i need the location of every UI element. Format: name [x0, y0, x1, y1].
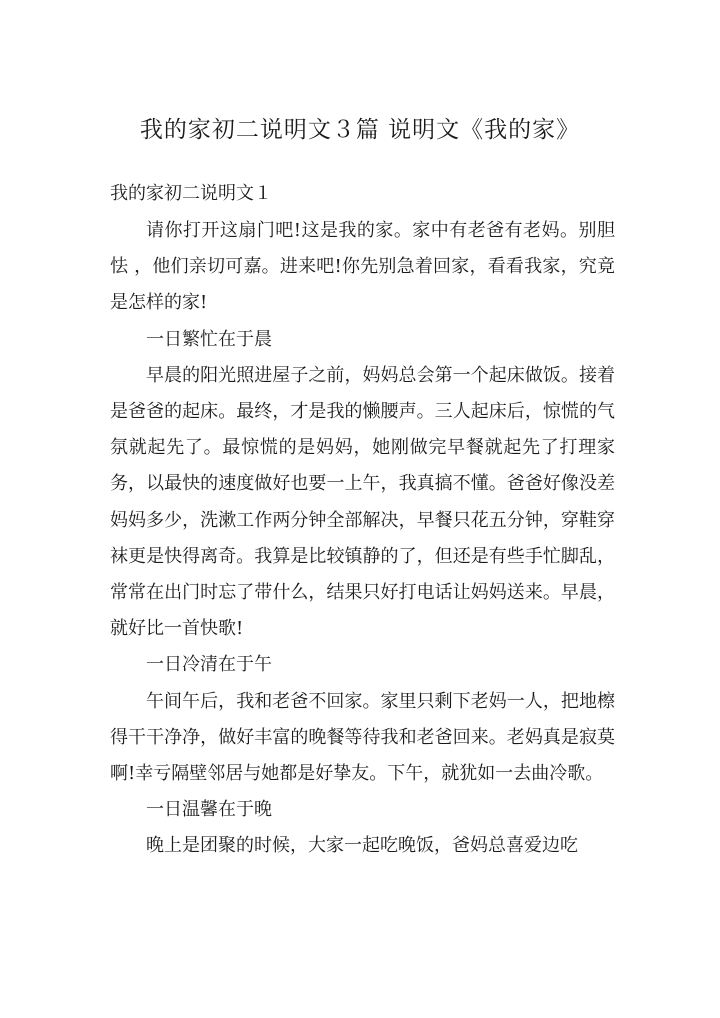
- paragraph: 早晨的阳光照进屋子之前，妈妈总会第一个起床做饭。接着是爸爸的起床。最终，才是我的懒腰声。三人起床后，惊慌的气氛就起先了。最惊慌的是妈妈，她刚做完早餐就起先了打理家务，以最快的速度做好也要一上午，我真搞不懂。爸爸好像没差妈妈多少，洗漱工作两分钟全部解决，早餐只花五分钟，穿鞋穿袜更是快得离奇。我算是比较镇静的了，但还是有些手忙脚乱，常常在出门时忘了带什么，结果只好打电话让妈妈送来。早晨，就好比一首快歌!: [110, 364, 615, 640]
- body-text: [110, 213, 615, 865]
- paragraph: 请你打开这扇门吧!这是我的家。家中有老爸有老妈。别胆怯 ，他们亲切可嘉。进来吧!你先别急着回家，看看我家，究竟是怎样的家!: [110, 220, 615, 314]
- paragraph: 晚上是团聚的时候，大家一起吃晚饭，爸妈总喜爱边吃: [146, 835, 578, 857]
- paragraph-heading: 一日繁忙在于晨: [146, 328, 272, 350]
- section-title: 我的家初二说明文１: [110, 183, 272, 204]
- document-title: 我的家初二说明文３篇 说明文《我的家》: [139, 117, 581, 143]
- paragraph: 午间午后，我和老爸不回家。家里只剩下老妈一人，把地檫得干干净净，做好丰富的晚餐等待我和老爸回来。老妈真是寂莫啊!幸亏隔壁邻居与她都是好挚友。下午，就犹如一去曲冷歌。: [110, 690, 615, 785]
- paragraph-heading: 一日温馨在于晚: [146, 799, 272, 821]
- paragraph-heading: 一日冷清在于午: [146, 654, 272, 676]
